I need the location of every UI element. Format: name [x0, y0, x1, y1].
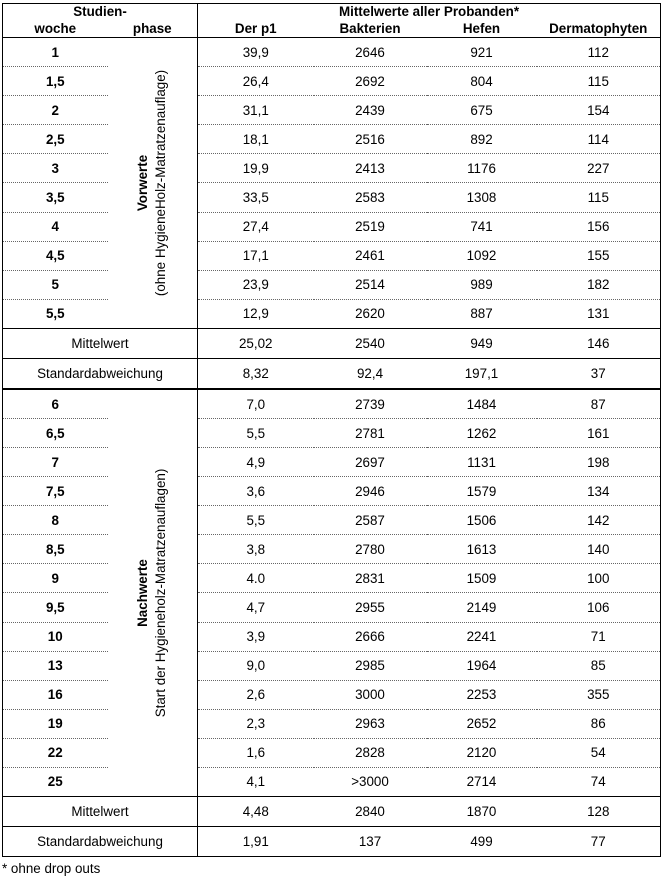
value-cell: 27,4 [198, 212, 314, 241]
table-row [3, 767, 661, 796]
summary-label: Standardabweichung [3, 827, 198, 857]
value-cell: 134 [537, 477, 661, 506]
value-cell: 106 [537, 593, 661, 622]
value-cell: 154 [537, 96, 661, 125]
value-cell: 2646 [314, 38, 427, 67]
phase-text [134, 469, 170, 718]
value-cell: 675 [427, 96, 537, 125]
week-cell: 22 [3, 738, 108, 767]
value-cell: 33,5 [198, 183, 314, 212]
value-cell: 18,1 [198, 125, 314, 154]
summary-value: 2540 [314, 329, 427, 359]
value-cell: 31,1 [198, 96, 314, 125]
value-cell: 2946 [314, 477, 427, 506]
value-cell: 892 [427, 125, 537, 154]
table-row [3, 67, 661, 96]
value-cell: 2666 [314, 622, 427, 651]
value-cell: 2413 [314, 154, 427, 183]
table-row [3, 535, 661, 564]
value-cell: 921 [427, 38, 537, 67]
table-row [3, 477, 661, 506]
value-cell: 142 [537, 506, 661, 535]
table-row [3, 38, 661, 67]
value-cell: 4.0 [198, 564, 314, 593]
week-cell: 1,5 [3, 67, 108, 96]
value-cell: 3,6 [198, 477, 314, 506]
table-row [3, 738, 661, 767]
value-cell: 1484 [427, 389, 537, 419]
week-cell: 2,5 [3, 125, 108, 154]
value-cell: 3,9 [198, 622, 314, 651]
phase-subtitle: (ohne HygieneHolz-Matratzenauflage) [153, 69, 169, 297]
header-row-2 [3, 20, 661, 38]
summary-value: 1870 [427, 797, 537, 827]
value-cell: 4,9 [198, 448, 314, 477]
value-cell: 23,9 [198, 270, 314, 299]
summary-value: 197,1 [427, 359, 537, 390]
value-cell: 5,5 [198, 419, 314, 448]
table-row [3, 389, 661, 419]
week-cell: 10 [3, 622, 108, 651]
col-header: Bakterien [314, 20, 427, 38]
table-row [3, 241, 661, 270]
table-row [3, 270, 661, 299]
week-cell: 19 [3, 709, 108, 738]
phase-subtitle: Start der Hygieneholz-Matratzenauflagen) [153, 468, 169, 718]
week-cell: 9 [3, 564, 108, 593]
phase-cell [108, 38, 198, 329]
table-row [3, 419, 661, 448]
summary-value: 8,32 [198, 359, 314, 390]
value-cell: 1262 [427, 419, 537, 448]
value-cell: 131 [537, 299, 661, 328]
table-row [3, 593, 661, 622]
value-cell: 39,9 [198, 38, 314, 67]
value-cell: 355 [537, 680, 661, 709]
group-header: Mittelwerte aller Probanden* [198, 4, 661, 21]
value-cell: 2620 [355, 306, 385, 322]
value-cell: 115 [537, 183, 661, 212]
value-cell: 1176 [427, 154, 537, 183]
week-header: woche [3, 20, 108, 38]
week-cell: 5,5 [3, 299, 108, 328]
value-cell: 74 [537, 767, 661, 796]
value-cell: 12,9 [242, 306, 269, 322]
value-cell: 54 [537, 738, 661, 767]
value-cell: 1964 [427, 651, 537, 680]
value-cell: 2985 [314, 651, 427, 680]
value-cell: 4,7 [198, 593, 314, 622]
week-cell: 4,5 [3, 241, 108, 270]
week-cell: 5 [3, 270, 108, 299]
value-cell: 1092 [427, 241, 537, 270]
value-cell: 1131 [427, 448, 537, 477]
value-cell: 19,9 [198, 154, 314, 183]
summary-value: 1,91 [198, 827, 314, 857]
value-cell: 1,6 [198, 738, 314, 767]
week-cell: 6 [3, 389, 108, 419]
value-cell: 2,3 [198, 709, 314, 738]
table-row [3, 680, 661, 709]
value-cell: 5,5 [198, 506, 314, 535]
phase-label [108, 390, 198, 796]
value-cell: 2120 [427, 738, 537, 767]
week-cell: 13 [3, 651, 108, 680]
value-cell: 2780 [314, 535, 427, 564]
summary-row [3, 797, 661, 827]
value-cell: 2739 [314, 389, 427, 419]
week-cell: 4 [3, 212, 108, 241]
value-cell: 85 [537, 651, 661, 680]
week-cell: 3,5 [3, 183, 108, 212]
summary-value: 146 [537, 329, 661, 359]
table-row [3, 125, 661, 154]
summary-value: 77 [537, 827, 661, 857]
phase-label [108, 38, 198, 328]
value-cell: 2587 [314, 506, 427, 535]
value-cell: 182 [537, 270, 661, 299]
week-cell: 9,5 [3, 593, 108, 622]
table-row [3, 564, 661, 593]
week-cell: 2 [3, 96, 108, 125]
value-cell: 2149 [427, 593, 537, 622]
value-cell: 2714 [466, 774, 497, 790]
week-cell: 7,5 [3, 477, 108, 506]
value-cell: 3,8 [198, 535, 314, 564]
week-cell: 8 [3, 506, 108, 535]
value-cell: 2519 [314, 212, 427, 241]
value-cell: 2,6 [198, 680, 314, 709]
value-cell: 2828 [314, 738, 427, 767]
value-cell: 1308 [427, 183, 537, 212]
value-cell: 86 [537, 709, 661, 738]
phase-text [134, 70, 170, 296]
value-cell: 112 [537, 38, 661, 67]
value-cell: 1579 [427, 477, 537, 506]
col-header: Hefen [427, 20, 537, 38]
summary-label: Mittelwert [3, 329, 198, 359]
table-row [3, 183, 661, 212]
value-cell: 2781 [314, 419, 427, 448]
header-row-1 [3, 4, 661, 21]
table-row [3, 154, 661, 183]
value-cell: 1613 [427, 535, 537, 564]
table-row [3, 96, 661, 125]
week-cell: 16 [3, 680, 108, 709]
week-cell: 7 [3, 448, 108, 477]
value-cell: 2831 [314, 564, 427, 593]
value-cell: 100 [537, 564, 661, 593]
summary-row [3, 827, 661, 857]
value-cell: 2516 [314, 125, 427, 154]
value-cell: 2583 [314, 183, 427, 212]
table-row [3, 299, 661, 328]
value-cell: 2439 [314, 96, 427, 125]
table-row [3, 212, 661, 241]
summary-value: 2840 [314, 797, 427, 827]
value-cell: 989 [427, 270, 537, 299]
study-header: Studien- [3, 4, 198, 21]
table-row [3, 622, 661, 651]
value-cell: 227 [537, 154, 661, 183]
summary-label: Mittelwert [3, 797, 198, 827]
phase-header: phase [108, 20, 198, 38]
value-cell: 7,0 [198, 389, 314, 419]
week-cell: 25 [3, 767, 108, 796]
value-cell: 161 [537, 419, 661, 448]
value-cell: 155 [537, 241, 661, 270]
summary-value: 949 [427, 329, 537, 359]
value-cell: 1509 [427, 564, 537, 593]
value-cell: 2963 [314, 709, 427, 738]
week-cell: 1 [3, 38, 108, 67]
value-cell: 26,4 [198, 67, 314, 96]
value-cell: 1506 [427, 506, 537, 535]
value-cell: 71 [537, 622, 661, 651]
col-header: Dermatophyten [537, 20, 661, 38]
phase-title: Vorwerte [135, 154, 151, 212]
summary-row [3, 329, 661, 359]
week-cell: 6,5 [3, 419, 108, 448]
table-row [3, 709, 661, 738]
table-row [3, 448, 661, 477]
value-cell: 140 [537, 535, 661, 564]
summary-row [3, 359, 661, 390]
data-table [2, 3, 661, 857]
phase-title: Nachwerte [135, 559, 151, 627]
summary-label: Standardabweichung [3, 359, 198, 390]
summary-value: 4,48 [198, 797, 314, 827]
table-row [3, 506, 661, 535]
value-cell: 2697 [314, 448, 427, 477]
summary-value: 92,4 [314, 359, 427, 390]
value-cell: 2253 [427, 680, 537, 709]
value-cell: 2955 [314, 593, 427, 622]
value-cell: 2461 [314, 241, 427, 270]
value-cell: >3000 [351, 774, 389, 790]
week-cell: 3 [3, 154, 108, 183]
value-cell: 887 [470, 306, 493, 322]
value-cell: 115 [537, 67, 661, 96]
value-cell: 2241 [427, 622, 537, 651]
col-header: Der p1 [198, 20, 314, 38]
table-row [3, 651, 661, 680]
summary-value: 499 [427, 827, 537, 857]
footnote: * ohne drop outs [2, 861, 101, 876]
summary-value: 137 [314, 827, 427, 857]
summary-value: 37 [537, 359, 661, 390]
value-cell: 114 [537, 125, 661, 154]
value-cell: 9,0 [198, 651, 314, 680]
value-cell: 2692 [314, 67, 427, 96]
value-cell: 156 [537, 212, 661, 241]
summary-value: 25,02 [198, 329, 314, 359]
value-cell: 2652 [427, 709, 537, 738]
value-cell: 804 [427, 67, 537, 96]
value-cell: 741 [427, 212, 537, 241]
value-cell: 2514 [314, 270, 427, 299]
phase-cell [108, 389, 198, 797]
value-cell: 198 [537, 448, 661, 477]
summary-value: 128 [537, 797, 661, 827]
value-cell: 17,1 [198, 241, 314, 270]
value-cell: 87 [537, 389, 661, 419]
value-cell: 4,1 [246, 774, 266, 790]
week-cell: 8,5 [3, 535, 108, 564]
value-cell: 3000 [314, 680, 427, 709]
